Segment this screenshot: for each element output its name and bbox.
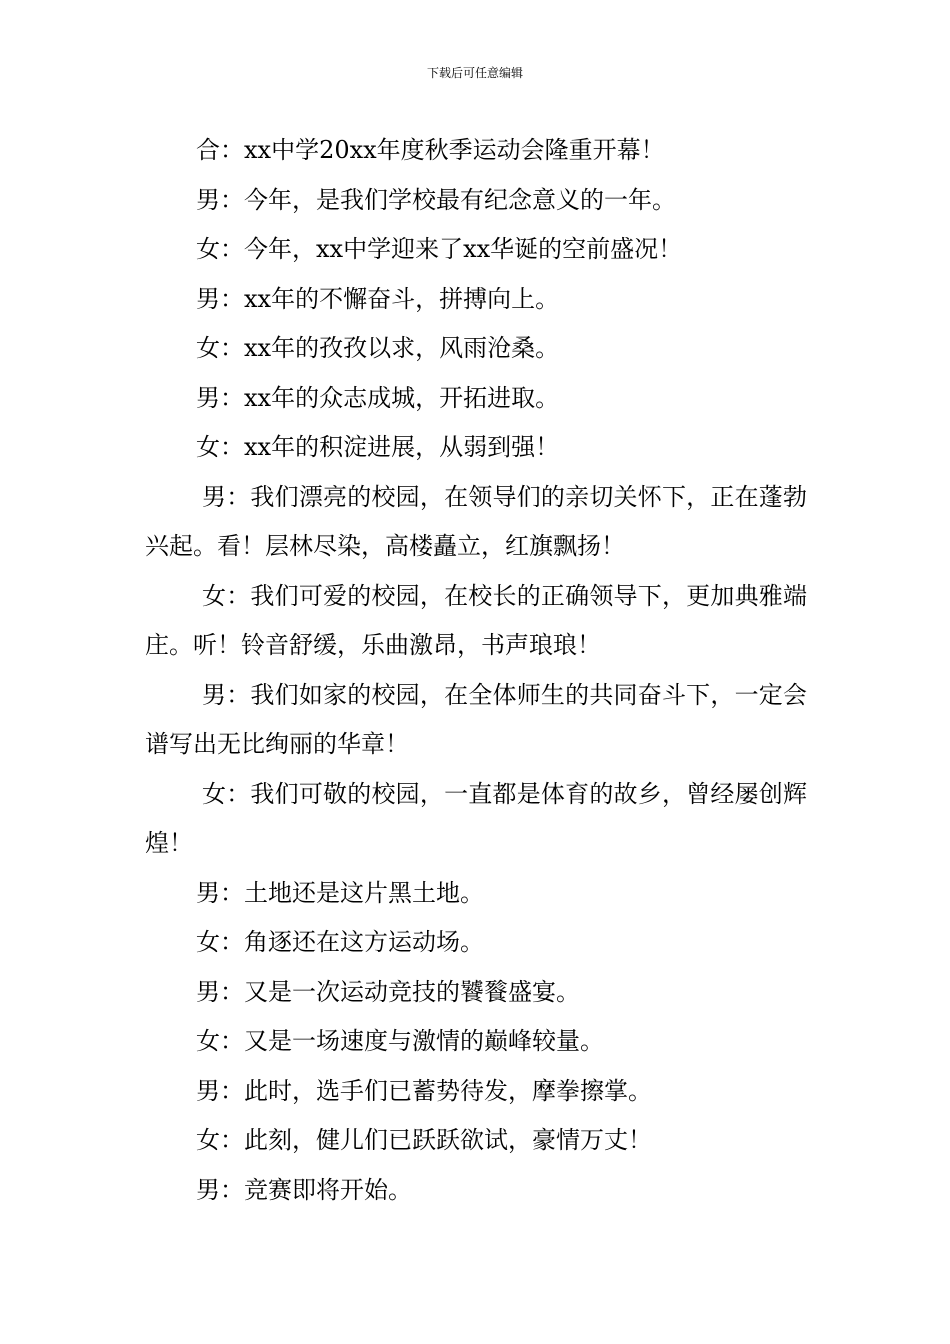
- dialogue-line-4: 男：xx年的不懈奋斗，拼搏向上。: [196, 284, 560, 313]
- dialogue-line-2: 男：今年，是我们学校最有纪念意义的一年。: [196, 185, 676, 214]
- dialogue-line-16: 男：此时，选手们已蓄势待发，摩拳擦掌。: [196, 1076, 652, 1105]
- dialogue-line-5: 女：xx年的孜孜以求，风雨沧桑。: [196, 334, 560, 362]
- page-header: [0, 64, 950, 82]
- dialogue-line-18: 男：竞赛即将开始。: [196, 1175, 412, 1204]
- dialogue-line-6: 男：xx年的众志成城，开拓进取。: [196, 383, 560, 412]
- dialogue-line-1: 合：xx中学20xx年度秋季运动会隆重开幕！: [196, 136, 665, 164]
- dialogue-line-15: 女：又是一场速度与激情的巅峰较量。: [196, 1027, 604, 1055]
- download-note: 下载后可任意编辑: [426, 66, 523, 80]
- dialogue-line-11: 女：我们可敬的校园，一直都是体育的故乡，曾经屡创辉煌！: [145, 779, 807, 857]
- dialogue-line-8: 男：我们漂亮的校园，在领导们的亲切关怀下，正在蓬勃兴起。看！层林尽染，高楼矗立，红旗飘扬！: [145, 482, 807, 560]
- dialogue-line-7: 女：xx年的积淀进展，从弱到强！: [196, 433, 560, 461]
- dialogue-line-13: 女：角逐还在这方运动场。: [196, 928, 484, 956]
- document-body: [145, 126, 807, 1215]
- dialogue-line-14: 男：又是一次运动竞技的饕餮盛宴。: [196, 977, 580, 1006]
- dialogue-line-3: 女：今年，xx中学迎来了xx华诞的空前盛况！: [196, 235, 683, 263]
- dialogue-line-9: 女：我们可爱的校园，在校长的正确领导下，更加典雅端庄。听！铃音舒缓，乐曲激昂，书声琅琅！: [145, 581, 807, 659]
- dialogue-line-12: 男：土地还是这片黑土地。: [196, 878, 484, 907]
- dialogue-line-17: 女：此刻，健儿们已跃跃欲试，豪情万丈！: [196, 1126, 652, 1154]
- dialogue-line-10: 男：我们如家的校园，在全体师生的共同奋斗下，一定会谱写出无比绚丽的华章！: [145, 680, 807, 758]
